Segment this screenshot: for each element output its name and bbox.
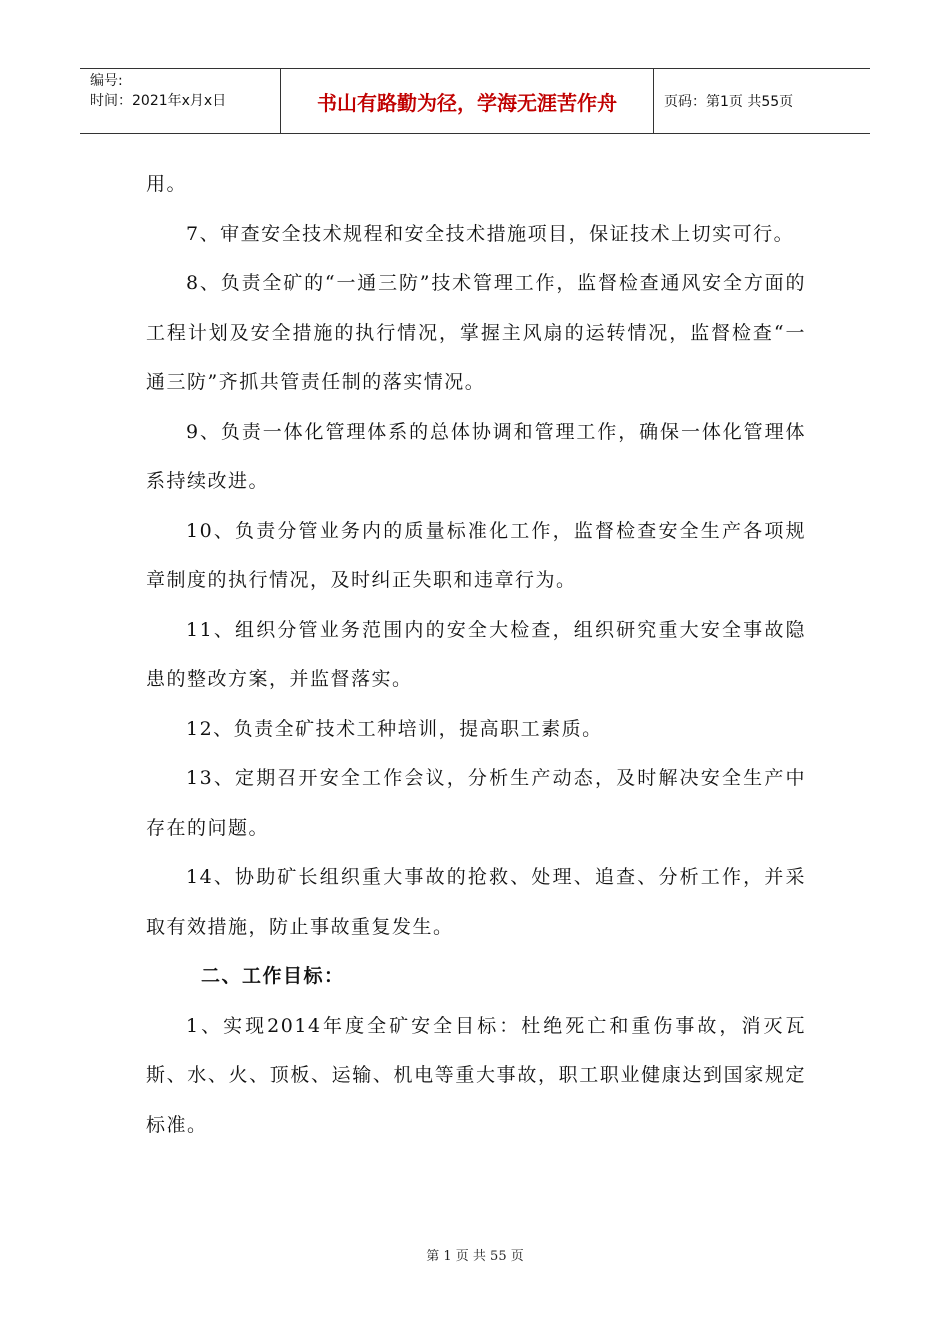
paragraph-item-7: 7、审查安全技术规程和安全技术措施项目，保证技术上切实可行。 (186, 222, 795, 245)
page-footer: 第 1 页 共 55 页 (426, 1249, 524, 1264)
paragraph-continuation: 用。 (146, 173, 188, 195)
document-number-label: 编号: (90, 73, 123, 89)
paragraph-item-10: 10、负责分管业务内的质量标准化工作，监督检查安全生产各项规章制度的执行情况，及时纠正失职和违章行为。 (146, 519, 806, 591)
paragraph-item-13: 13、定期召开安全工作会议，分析生产动态，及时解决安全生产中存在的问题。 (146, 767, 806, 839)
header-left-cell (80, 69, 280, 133)
header-motto: 书山有路勤为径，学海无涯苦作舟 (280, 69, 654, 133)
paragraph-goal-1: 1、实现2014年度全矿安全目标：杜绝死亡和重伤事故，消灭瓦斯、水、火、顶板、运输、机电等重大事故，职工职业健康达到国家规定标准。 (146, 1014, 806, 1136)
document-time: 时间：2021年x月x日 (90, 93, 227, 109)
paragraph-item-9: 9、负责一体化管理体系的总体协调和管理工作，确保一体化管理体系持续改进。 (146, 420, 806, 492)
section-heading-work-goals: 二、工作目标： (201, 965, 345, 987)
paragraph-item-14: 14、协助矿长组织重大事故的抢救、处理、追查、分析工作，并采取有效措施，防止事故重复发生。 (146, 866, 806, 938)
paragraph-item-12: 12、负责全矿技术工种培训，提高职工素质。 (186, 717, 603, 740)
paragraph-item-11: 11、组织分管业务范围内的安全大检查，组织研究重大安全事故隐患的整改方案，并监督落实。 (146, 618, 806, 690)
header-page-info: 页码：第1页 共55页 (664, 94, 794, 110)
document-body (146, 160, 806, 1150)
paragraph-item-8: 8、负责全矿的“一通三防”技术管理工作，监督检查通风安全方面的工程计划及安全措施的执行情况，掌握主风扇的运转情况，监督检查“一通三防”齐抓共管责任制的落实情况。 (146, 272, 806, 393)
page-header (80, 68, 870, 134)
